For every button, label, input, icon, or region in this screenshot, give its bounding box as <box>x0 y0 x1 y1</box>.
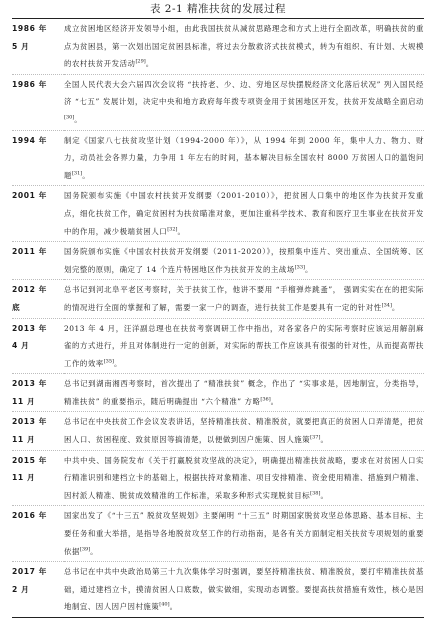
sentence-end: 。 <box>90 546 99 556</box>
citation-marker: [36] <box>260 396 271 403</box>
row-event-text: 国家出发了《“十三五” 脱贫攻坚规划》主要阐明 “十三五” 时期国家脱贫攻坚总体思路、基本目标、主要任务和重大举措，是指导各地脱贫攻坚工作的行动指南，是各有关方面制定相关扶贫专项规划的重要依据 <box>64 511 424 556</box>
sentence-end: 。 <box>270 396 279 406</box>
development-timeline-table <box>12 19 424 617</box>
sentence-end: 。 <box>169 602 178 612</box>
row-event <box>64 130 424 186</box>
row-date: 2001 年 <box>12 186 64 242</box>
citation-marker: [37] <box>310 434 321 441</box>
row-event <box>64 412 424 450</box>
sentence-end: 。 <box>320 435 329 445</box>
row-date: 2017 年 2 月 <box>12 567 47 594</box>
table-title: 表 2-1 精准扶贫的发展过程 <box>149 3 287 15</box>
row-date: 1986 年 <box>12 74 64 130</box>
row-event <box>64 374 424 412</box>
row-date: 1994 年 <box>12 130 64 186</box>
row-event <box>64 242 424 280</box>
table-row <box>12 130 424 186</box>
citation-marker: [35] <box>103 358 114 365</box>
row-event <box>64 186 424 242</box>
table-row <box>12 506 424 562</box>
row-event-text: 成立贫困地区经济开发领导小组，由此我国扶贫从减贫思路理念和方式上进行全面改革，明确扶贫的重点为贫困县，第一次划出国定贫困县标准，将过去分散救济式扶贫模式，转为有组织、有计划、大规模的农村扶贫开发活动 <box>64 24 424 69</box>
sentence-end: 。 <box>320 490 329 500</box>
sentence-end: 。 <box>82 170 91 180</box>
row-event-text: 中共中央、国务院发布《关于打赢脱贫攻坚战的决定》，明确提出精准扶贫战略，要求在对贫困人口实行精准识别和建档立卡的基础上，根据扶持对象精准、项目安排精准、资金使用精准、措施到户精准、因村派人精准、脱贫成效精准的工作标准，采取多种形式实现脱贫目标 <box>64 455 424 500</box>
citation-marker: [32] <box>167 226 178 233</box>
citation-marker: [40] <box>159 601 170 608</box>
row-event-text: 总书记在中共中央政治局第三十九次集体学习时强调，要坚持精准扶贫、精准脱贫，要打牢精准扶贫基础，通过建档立卡，摸清贫困人口底数，做实做细，实现动态调整。要提高扶贫措施有效性，核心是因地制宜、因人因户因村施策 <box>64 567 424 612</box>
table-row <box>12 450 424 506</box>
table-row <box>12 374 424 412</box>
row-date: 2013 年 4 月 <box>12 318 64 374</box>
row-date: 2016 年 <box>12 506 64 562</box>
citation-marker: [38] <box>310 490 321 497</box>
row-date: 2011 年 <box>12 242 64 280</box>
table-row <box>12 242 424 280</box>
row-event <box>64 19 424 74</box>
row-event-text: 全国人民代表大会六届四次会议将 “扶持老、少、边、穷地区尽快摆脱经济文化落后状况” 列入国民经济 “七五” 发展计划，决定中央和地方政府每年拨专项资金用于贫困地区开发，扶贫开发战略全面启动 <box>64 79 424 107</box>
row-event-text: 国务院颁布实施《中国农村扶贫开发纲要（2001-2010）》，把贫困人口集中的地区作为扶贫开发重点，细化扶贫工作，确定贫困村为扶贫瞄准对象，更加注重科学技术、教育和医疗卫生事业在扶贫开发中的作用，减少极端贫困人口 <box>64 191 424 236</box>
row-date: 2015 年 11 月 <box>12 450 64 506</box>
sentence-end: 。 <box>113 358 122 368</box>
table-row <box>12 562 424 617</box>
timeline-rows <box>12 19 424 617</box>
citation-marker: [39] <box>79 546 91 553</box>
row-event <box>64 74 424 130</box>
row-event-text: 国务院颁布实施《中国农村扶贫开发纲要（2011-2020）》，按照集中连片、突出重点、全国统筹、区划完整的原则，确定了 14 个连片特困地区作为扶贫开发的主战场 <box>64 247 424 274</box>
table-row <box>12 19 424 74</box>
row-date: 2013 年 11 月 <box>12 412 64 450</box>
row-event <box>64 280 424 318</box>
citation-marker: [31] <box>71 170 83 177</box>
row-event-text: 总书记在中央扶贫工作会议发表讲话，坚持精准扶贫、精准脱贫，就要把真正的贫困人口弄清楚，把贫困人口、贫困程度、致贫原因等搞清楚，以便做到因户施策、因人施策 <box>64 417 424 445</box>
row-event-text: 2013 年 4 月，汪洋副总理也在扶贫考察调研工作中指出，对各家各户的实际考察时应该运用解剖麻雀的方式进行，并且对体制进行一定的创新，对实际的帮扶工作应该具有很强的针对性，从而提高帮扶工作的效率 <box>64 323 424 368</box>
sentence-end: 。 <box>304 264 313 274</box>
row-event <box>64 562 424 617</box>
citation-marker: [29] <box>135 58 146 65</box>
sentence-end: 。 <box>177 226 186 236</box>
sentence-end: 。 <box>74 114 83 124</box>
row-date: 1986 年 5 月 <box>12 19 64 74</box>
row-event-text: 总书记到湖南湘西考察时，首次提出了 “精准扶贫” 概念，作出了 “实事求是，因地制宜，分类指导，精准扶贫” 的重要指示，随后明确提出 “六个精准” 方略 <box>64 379 424 406</box>
citation-marker: [33] <box>294 264 305 271</box>
row-event-text: 总书记到河北阜平老区考察时，关于扶贫工作，他讲不要用 “手榴弹炸跳蚤”， 强调实实在在的把实际的情况进行全面的掌握和了解，需要一家一户的调查，进行扶贫工作是要具有一定的针对性 <box>64 285 424 312</box>
row-event <box>64 506 424 562</box>
row-event-text: 制定《国家八七扶贫攻坚计划（1994-2000 年）》，从 1994 年到 2000 年，集中人力、物力、财力，动员社会各界力量，力争用 1 年左右的时间，基本解决目标全国农村 8000 万贫困人口的温饱问题 <box>64 135 424 180</box>
table-row <box>12 186 424 242</box>
sentence-end: 。 <box>145 59 154 69</box>
row-event <box>64 450 424 506</box>
row-event <box>64 318 424 374</box>
row-date: 2013 年 11 月 <box>12 374 64 412</box>
citation-marker: [30] <box>64 114 75 121</box>
table-row <box>12 280 424 318</box>
table-row <box>12 74 424 130</box>
citation-marker: [34] <box>381 302 392 309</box>
table-row <box>12 412 424 450</box>
row-date: 2012 年 底 <box>12 280 64 318</box>
table-row <box>12 318 424 374</box>
sentence-end: 。 <box>391 302 400 312</box>
